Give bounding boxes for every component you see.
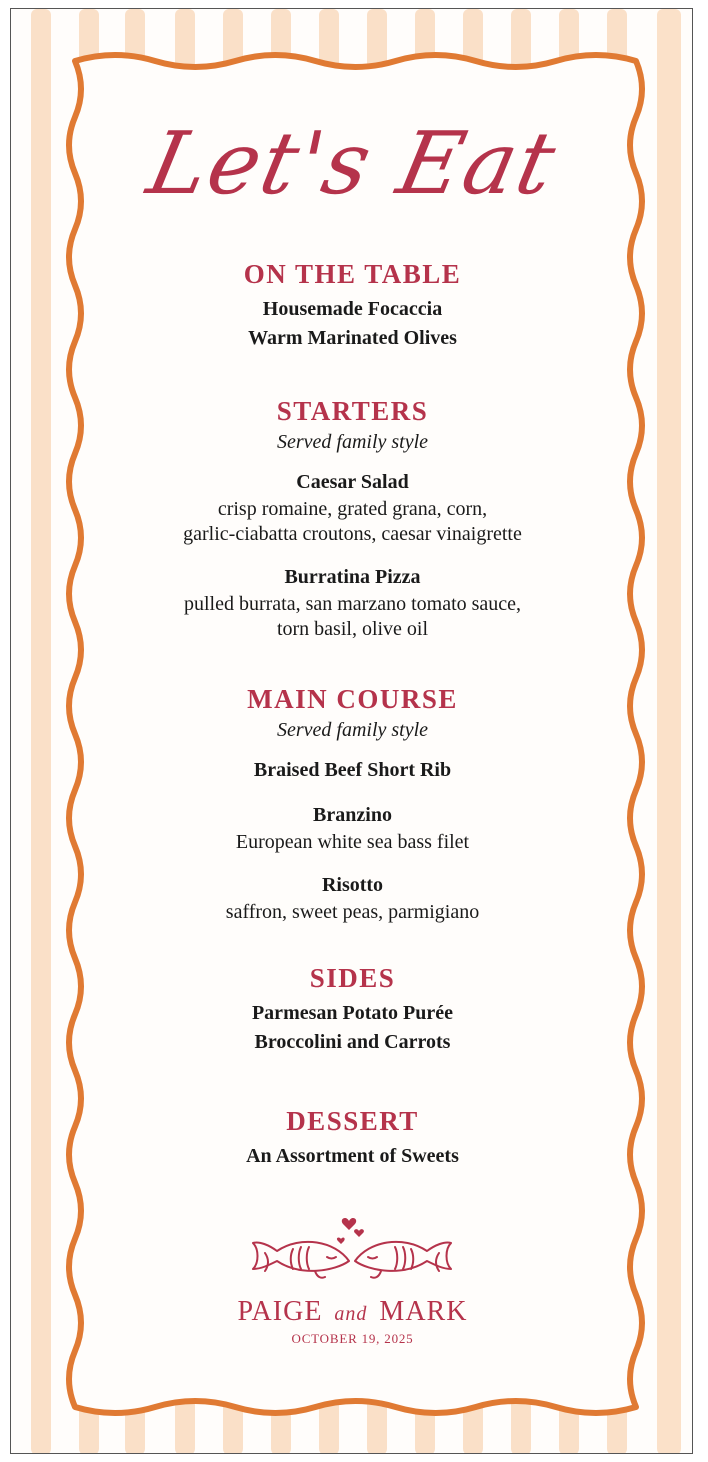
menu-item-desc: saffron, sweet peas, parmigiano xyxy=(225,901,480,923)
section-title: MAIN COURSE xyxy=(247,684,458,714)
menu-item-name: Risotto xyxy=(321,874,384,896)
section-on-the-table xyxy=(71,259,634,353)
event-date: OCTOBER 19, 2025 xyxy=(291,1331,414,1346)
section-sides xyxy=(71,963,634,1057)
menu-item-name: Housemade Focaccia xyxy=(262,298,443,320)
couple-names xyxy=(11,1296,693,1328)
menu-item-desc: pulled burrata, san marzano tomato sauce, xyxy=(183,593,522,615)
menu-item-name: An Assortment of Sweets xyxy=(246,1145,459,1167)
name-2: MARK xyxy=(379,1296,468,1327)
menu-item-name: Burratina Pizza xyxy=(284,566,421,588)
section-dessert xyxy=(71,1106,634,1171)
menu-item-name: Branzino xyxy=(313,804,392,826)
menu-card xyxy=(10,8,693,1454)
menu-title: Let's Eat xyxy=(139,114,566,214)
section-title: STARTERS xyxy=(276,396,429,426)
section-starters xyxy=(71,396,634,642)
name-1: PAIGE xyxy=(237,1296,323,1327)
menu-item-name: Braised Beef Short Rib xyxy=(253,759,452,781)
section-subtitle: Served family style xyxy=(276,719,429,741)
menu-item-name: Parmesan Potato Purée xyxy=(251,1002,454,1024)
menu-item-desc: garlic-ciabatta croutons, caesar vinaigrette xyxy=(183,523,522,545)
section-title: SIDES xyxy=(309,963,396,993)
menu-item-desc: European white sea bass filet xyxy=(235,831,470,853)
menu-item-desc: crisp romaine, grated grana, corn, xyxy=(217,498,488,520)
menu-item-desc: torn basil, olive oil xyxy=(276,618,429,640)
menu-content xyxy=(11,9,693,1454)
section-main-course xyxy=(71,684,634,925)
menu-item-name: Caesar Salad xyxy=(296,471,409,493)
section-subtitle: Served family style xyxy=(276,431,429,453)
menu-item-name: Warm Marinated Olives xyxy=(248,327,457,349)
section-title: ON THE TABLE xyxy=(243,259,462,289)
kissing-fish-icon xyxy=(231,1209,474,1289)
menu-item-name: Broccolini and Carrots xyxy=(254,1031,451,1053)
section-title: DESSERT xyxy=(286,1106,419,1136)
and-text: and xyxy=(334,1303,368,1325)
